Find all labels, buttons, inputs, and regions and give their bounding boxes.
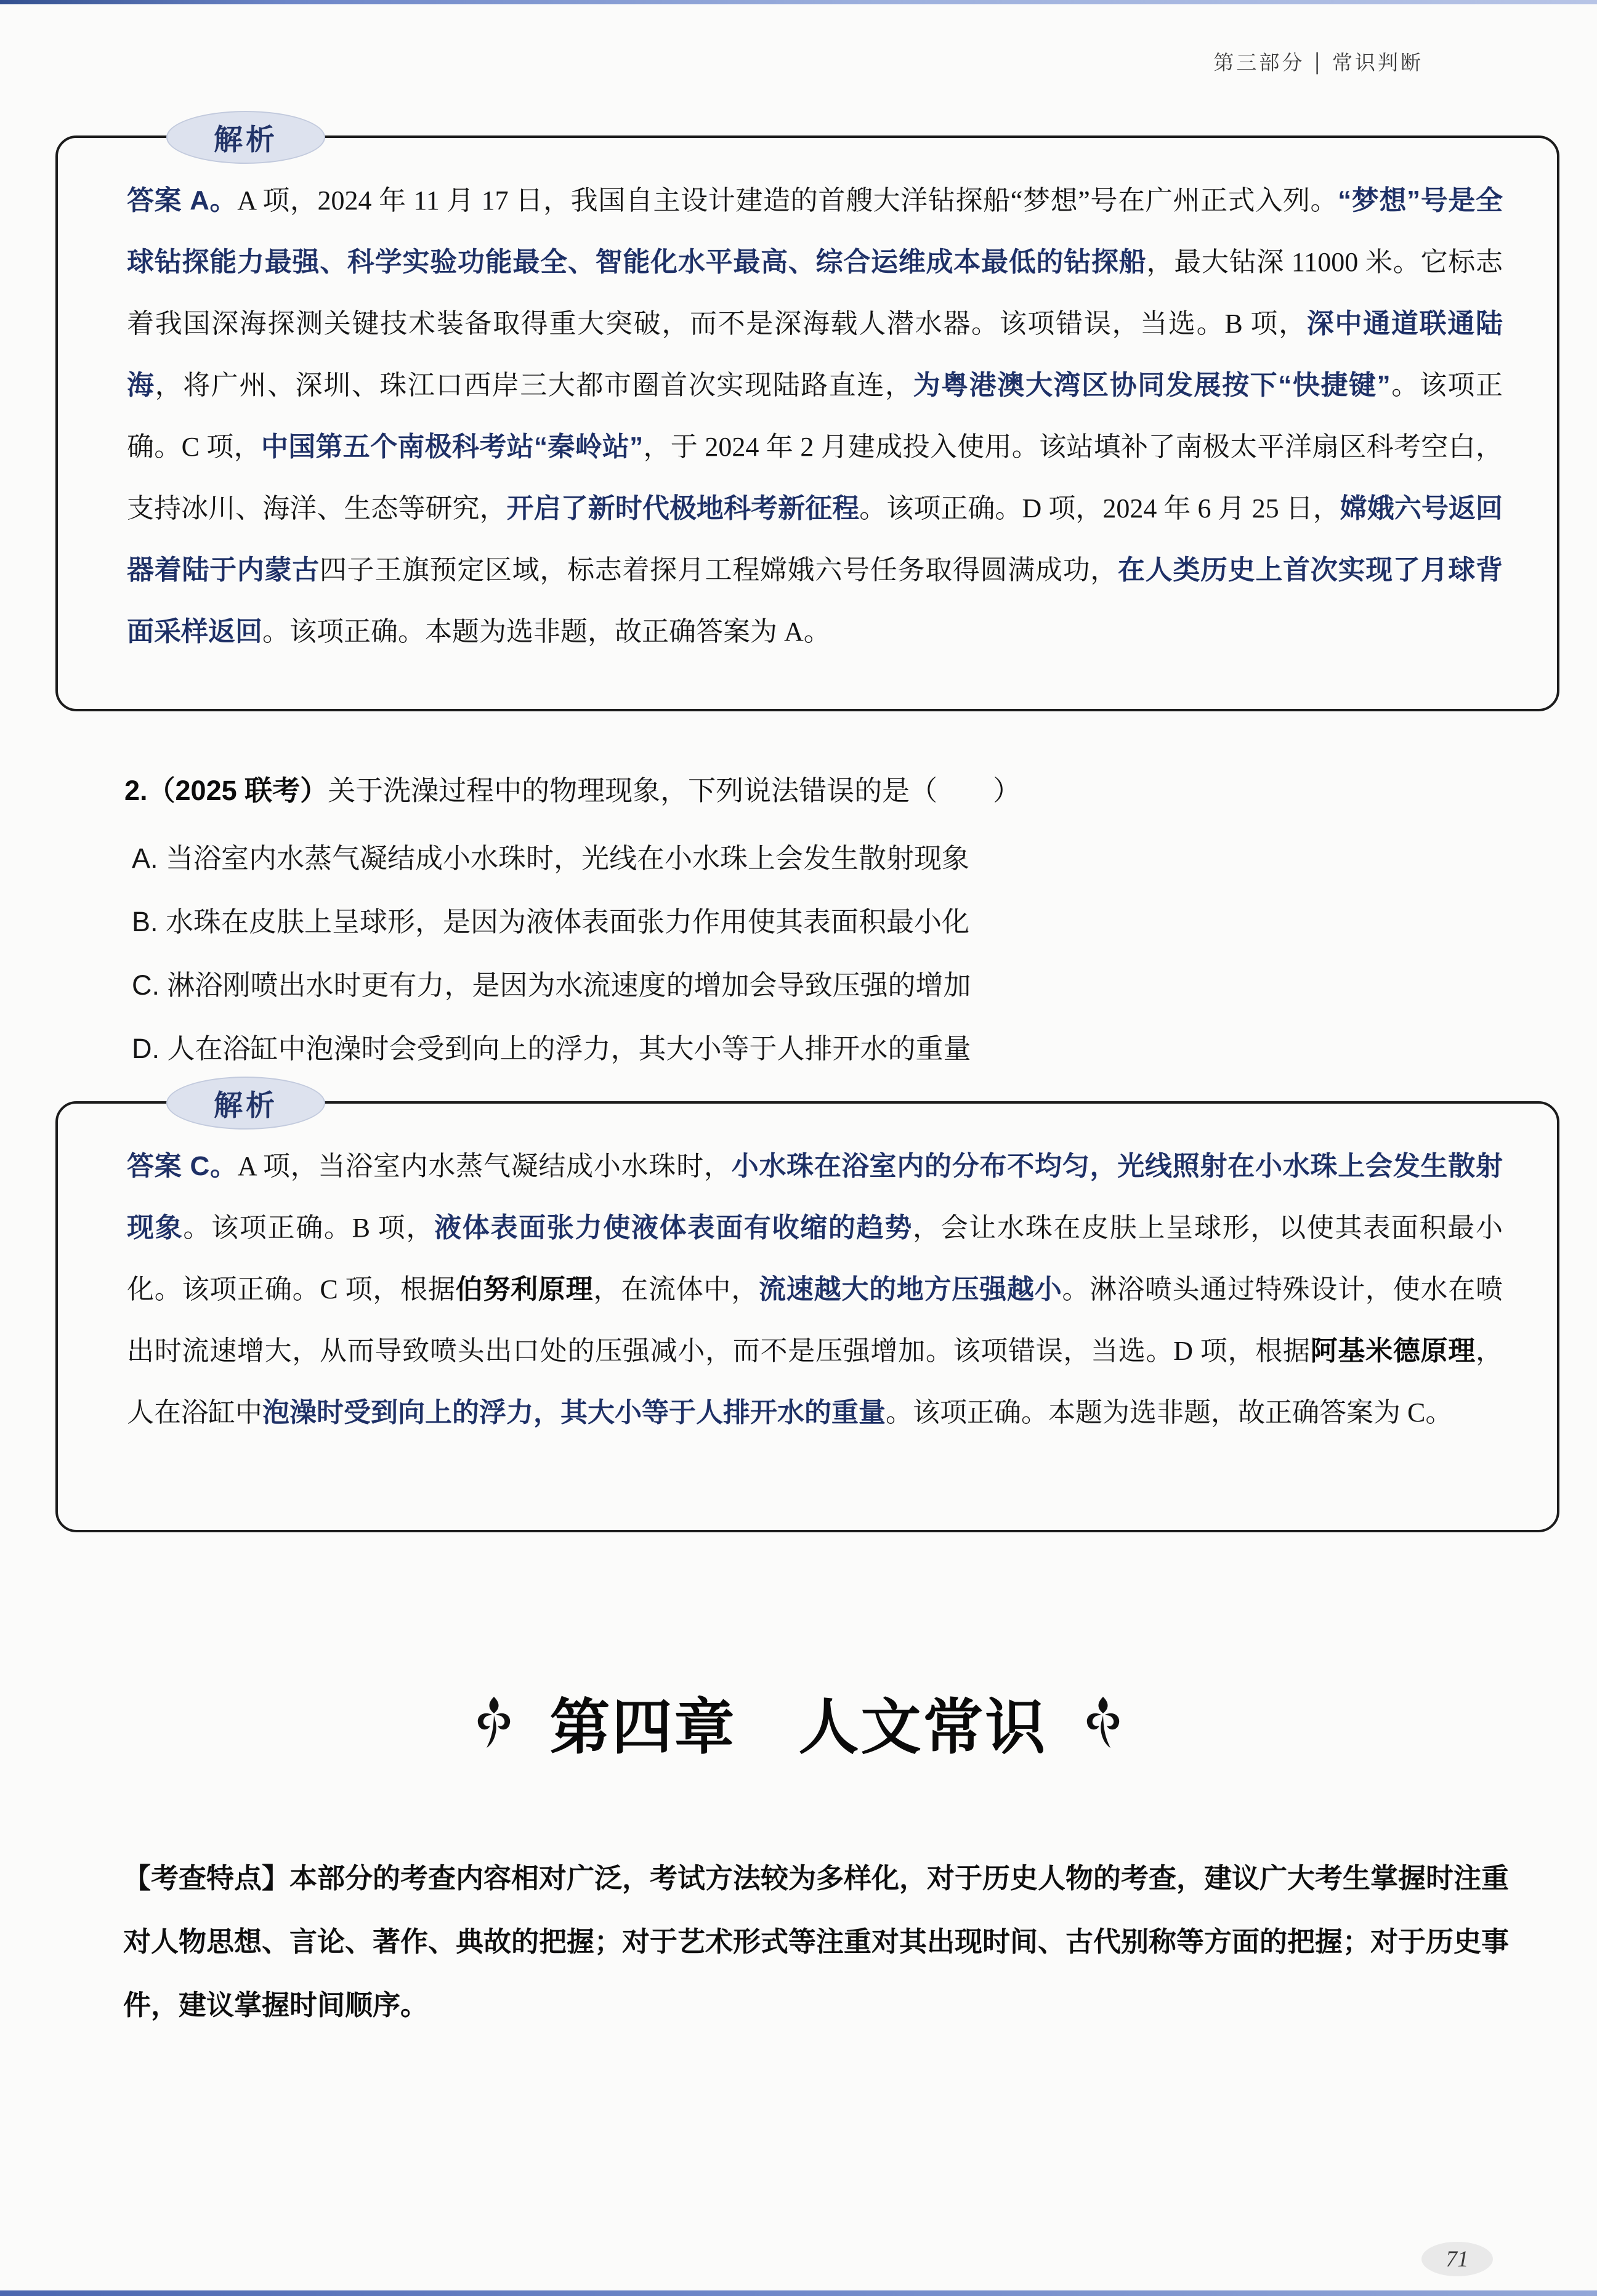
question-2-stem (124, 759, 1522, 823)
text-segment: 关于洗澡过程中的物理现象，下列说法错误的是（ ） (328, 775, 1021, 806)
text-segment: ，会让水珠在皮肤上呈球形，以使其表面积最小化。该项正确。C 项，根据 (127, 1213, 1503, 1304)
fleuron-left-icon (474, 1695, 514, 1750)
text-segment: 。该项正确。B 项， (183, 1213, 435, 1243)
analysis-box-1 (55, 123, 1559, 711)
text-segment: 。该项正确。D 项，2024 年 6 月 25 日， (859, 493, 1340, 523)
text-segment: 答案 C。 (127, 1151, 238, 1181)
text-segment: A 项，当浴室内水蒸气凝结成小水珠时， (237, 1151, 732, 1181)
text-segment: ，将广州、深圳、珠江口西岸三大都市圈首次实现陆路直连， (155, 370, 913, 400)
text-segment: 。该项正确。本题为选非题，故正确答案为 C。 (886, 1397, 1453, 1428)
fleuron-right-svg (1083, 1695, 1123, 1750)
text-segment: 液体表面张力使液体表面有收缩的趋势 (434, 1213, 913, 1243)
text-segment: 小水珠在浴室内的分布不均匀，光线照射在小水珠上会发生散射现象 (127, 1151, 1503, 1243)
text-segment: 阿基米德原理 (1310, 1336, 1476, 1366)
text-segment: 嫦娥六号返回器着陆于内蒙古 (127, 493, 1503, 585)
text-segment: ，人在浴缸中 (127, 1336, 1503, 1428)
scan-edge-artifact-top (0, 0, 1597, 4)
text-segment: 深中通道联通陆海 (127, 309, 1503, 400)
text-segment: 泡澡时受到向上的浮力，其大小等于人排开水的重量 (262, 1397, 886, 1428)
text-segment: 中国第五个南极科考站“秦岭站” (261, 432, 644, 462)
text-segment: ，在流体中， (593, 1274, 759, 1304)
chapter-heading (0, 1679, 1597, 1766)
header-section-label: 常识判断 (1332, 51, 1423, 74)
analysis-label-badge-2 (166, 1077, 325, 1130)
fleuron-left-svg (474, 1695, 514, 1750)
text-segment: ，于 2024 年 2 月建成投入使用。该站填补了南极太平洋扇区科考空白，支持冰川、海洋、生态等研究， (127, 432, 1503, 523)
text-segment: 2.（2025 联考） (124, 775, 328, 806)
exam-notes-paragraph: 【考查特点】本部分的考查内容相对广泛，考试方法较为多样化，对于历史人物的考查，建议广大考生掌握时注重对人物思想、言论、著作、典故的把握；对于艺术形式等注重对其出现时间、古代别称等方面的把握；对于历史事件，建议掌握时间顺序。 (123, 1862, 1510, 2021)
running-header (1213, 47, 1423, 76)
analysis-label-badge-1 (166, 111, 325, 164)
scan-edge-artifact-bottom (0, 2290, 1597, 2296)
header-part-label: 第三部分 (1213, 51, 1305, 74)
header-separator: | (1314, 47, 1322, 75)
text-segment: 为粤港澳大湾区协同发展按下“快捷键” (913, 370, 1391, 400)
analysis-1-paragraph (58, 138, 1557, 679)
text-segment: 在人类历史上首次实现了月球背面采样返回 (127, 555, 1503, 647)
text-segment: 四子王旗预定区域，标志着探月工程嫦娥六号任务取得圆满成功， (319, 555, 1118, 585)
analysis-box-2 (55, 1088, 1559, 1532)
fleuron-right-icon (1083, 1695, 1123, 1750)
text-segment: 开启了新时代极地科考新征程 (506, 493, 860, 523)
page-number-text: 71 (1445, 2246, 1469, 2272)
text-segment: “梦想”号是全球钻探能力最强、科学实验功能最全、智能化水平最高、综合运维成本最低的钻探船 (127, 185, 1503, 277)
text-segment: 伯努利原理 (455, 1274, 594, 1304)
analysis-2-paragraph (58, 1104, 1557, 1460)
analysis-label-text-2: 解析 (214, 1088, 278, 1122)
text-segment: 答案 A。 (127, 185, 238, 216)
analysis-label-text-1: 解析 (214, 123, 278, 156)
question-2-option-c: C. 淋浴刚喷出水时更有力，是因为水流速度的增加会导致压强的增加 (132, 969, 971, 1001)
question-2-option-d: D. 人在浴缸中泡澡时会受到向上的浮力，其大小等于人排开水的重量 (132, 1033, 971, 1064)
text-segment: 。该项正确。C 项， (127, 370, 1503, 462)
question-2-option-b: B. 水珠在皮肤上呈球形，是因为液体表面张力作用使其表面积最小化 (132, 906, 970, 937)
question-2-option-a: A. 当浴室内水蒸气凝结成小水珠时，光线在小水珠上会发生散射现象 (132, 843, 970, 874)
text-segment: 流速越大的地方压强越小 (759, 1274, 1062, 1304)
chapter-title: 第四章 人文常识 (549, 1693, 1048, 1761)
text-segment: ，最大钻深 11000 米。它标志着我国深海探测关键技术装备取得重大突破，而不是深海载人潜水器。该项错误，当选。B 项， (127, 247, 1503, 339)
text-segment: 。该项正确。本题为选非题，故正确答案为 A。 (262, 616, 831, 647)
question-2-block (124, 759, 1522, 1080)
text-segment: 。淋浴喷头通过特殊设计，使水在喷出时流速增大，从而导致喷头出口处的压强减小，而不是压强增加。该项错误，当选。D 项，根据 (127, 1274, 1503, 1366)
text-segment: A 项，2024 年 11 月 17 日，我国自主设计建造的首艘大洋钻探船“梦想”号在广州正式入列。 (237, 185, 1338, 216)
page-number-badge (1421, 2242, 1493, 2276)
